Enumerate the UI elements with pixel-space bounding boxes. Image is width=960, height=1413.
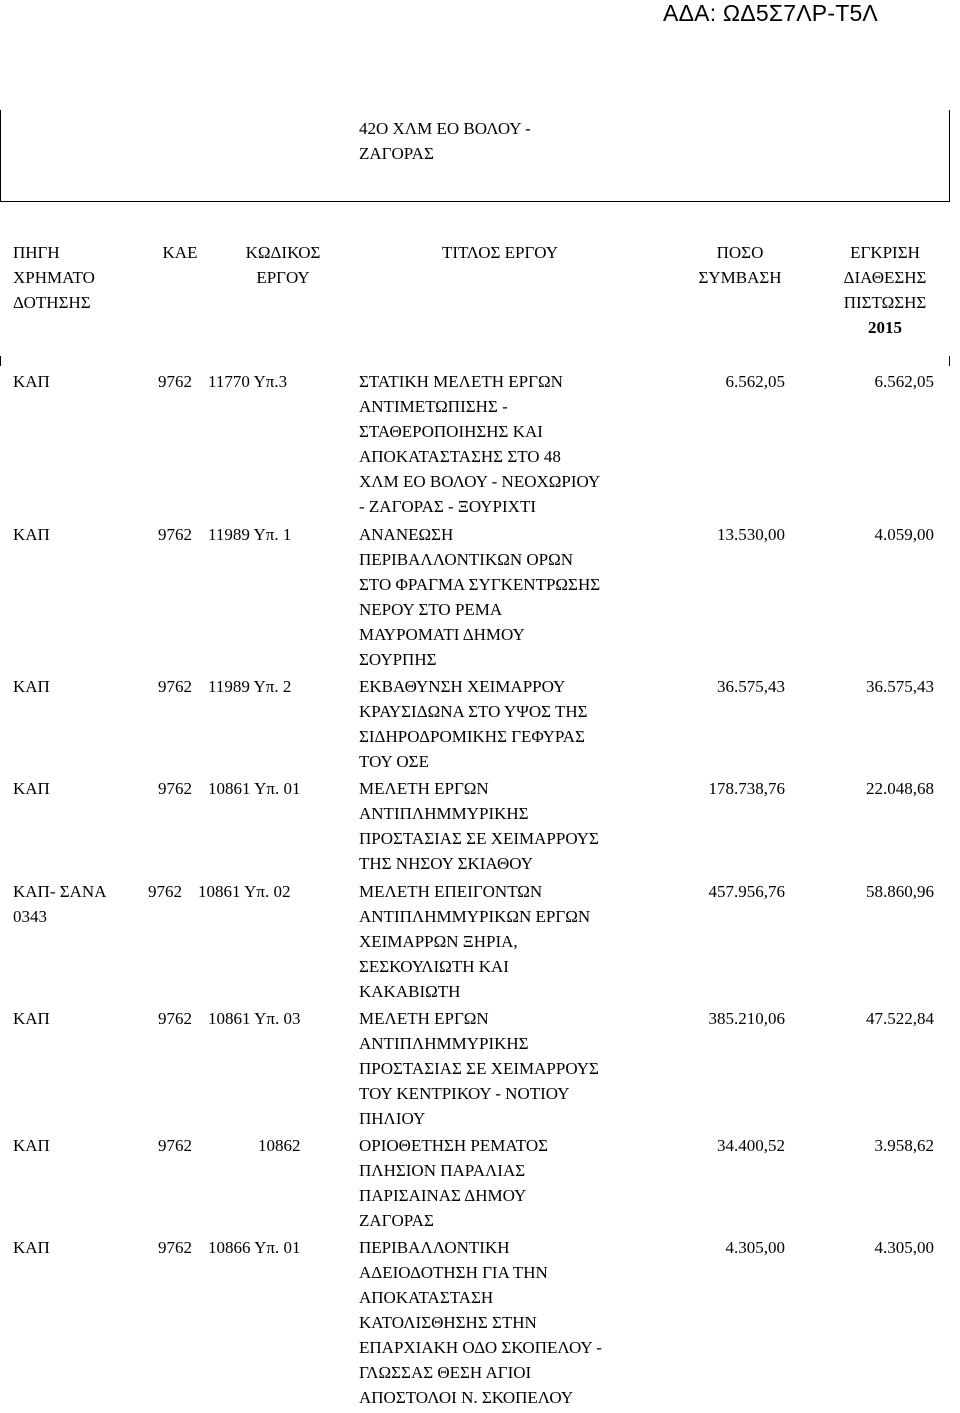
header-kae-line: ΚΑΕ: [162, 243, 198, 262]
header-title-line: ΤΙΤΛΟΣ ΕΡΓΟΥ: [441, 243, 559, 262]
code-cell: 11989 Υπ. 1: [208, 525, 292, 544]
title-line: ΜΕΛΕΤΗ ΕΡΓΩΝ: [359, 779, 489, 798]
title-line: ΑΝΤΙΠΛΗΜΜΥΡΙΚΗΣ: [359, 1034, 529, 1053]
header-source-line: ΧΡΗΜΑΤΟ: [13, 268, 95, 287]
source-line: ΚΑΠ: [13, 372, 50, 391]
table-left-border: [0, 110, 1, 202]
title-line: ΧΛΜ ΕΟ ΒΟΛΟΥ - ΝΕΟΧΩΡΙΟΥ: [359, 472, 601, 491]
title-cell: [359, 1235, 659, 1410]
header-approval-line: ΠΙΣΤΩΣΗΣ: [843, 293, 927, 312]
source-line: ΚΑΠ- ΣΑΝΑ: [13, 882, 107, 901]
header-source-line: ΠΗΓΗ: [13, 243, 60, 262]
title-cell: [359, 369, 659, 519]
code-cell: 10861 Υπ. 03: [208, 1009, 301, 1028]
title-line: ΤΟΥ ΚΕΝΤΡΙΚΟΥ - ΝΟΤΙΟΥ: [359, 1084, 570, 1103]
title-line: ΠΕΡΙΒΑΛΛΟΝΤΙΚΗ: [359, 1238, 510, 1257]
title-line: ΤΗΣ ΝΗΣΟΥ ΣΚΙΑΘΟΥ: [359, 854, 533, 873]
kae-cell: 9762: [158, 677, 192, 696]
header-code-line: ΚΩΔΙΚΟΣ: [245, 243, 321, 262]
header-kae: [150, 240, 210, 265]
title-line: ΜΕΛΕΤΗ ΕΠΕΙΓΟΝΤΩΝ: [359, 882, 543, 901]
title-line: ΠΗΛΙΟΥ: [359, 1109, 426, 1128]
title-line: ΑΔΕΙΟΔΟΤΗΣΗ ΓΙΑ ΤΗΝ: [359, 1263, 548, 1282]
amount-cell: 385.210,06: [708, 1009, 785, 1028]
kae-cell: 9762: [158, 525, 192, 544]
title-line: ΠΕΡΙΒΑΛΛΟΝΤΙΚΩΝ ΟΡΩΝ: [359, 550, 574, 569]
header-amount-line: ΣΥΜΒΑΣΗ: [698, 268, 782, 287]
title-line: ΑΠΟΚΑΤΑΣΤΑΣΗΣ ΣΤΟ 48: [359, 447, 561, 466]
title-line: ΧΕΙΜΑΡΡΩΝ ΞΗΡΙΑ,: [359, 932, 518, 951]
amount-cell: 457.956,76: [708, 882, 785, 901]
title-cell: [359, 1006, 659, 1131]
previous-page-line: ΖΑΓΟΡΑΣ: [359, 144, 434, 163]
title-line: ΑΝΤΙΠΛΗΜΜΥΡΙΚΩΝ ΕΡΓΩΝ: [359, 907, 591, 926]
source-line: ΚΑΠ: [13, 1009, 50, 1028]
approval-cell: 58.860,96: [866, 882, 934, 901]
kae-cell: 9762: [148, 882, 182, 901]
title-line: ΟΡΙΟΘΕΤΗΣΗ ΡΕΜΑΤΟΣ: [359, 1136, 549, 1155]
header-approval-line: 2015: [868, 318, 902, 337]
title-line: ΕΚΒΑΘΥΝΣΗ ΧΕΙΜΑΡΡΟΥ: [359, 677, 566, 696]
approval-cell: 36.575,43: [866, 677, 934, 696]
title-line: ΑΠΟΣΤΟΛΟΙ Ν. ΣΚΟΠΕΛΟΥ: [359, 1388, 574, 1407]
amount-cell: 36.575,43: [717, 677, 785, 696]
title-line: ΣΙΔΗΡΟΔΡΟΜΙΚΗΣ ΓΕΦΥΡΑΣ: [359, 727, 585, 746]
title-line: ΜΕΛΕΤΗ ΕΡΓΩΝ: [359, 1009, 489, 1028]
kae-cell: 9762: [158, 1009, 192, 1028]
amount-cell: 4.305,00: [725, 1238, 785, 1257]
title-line: ΠΡΟΣΤΑΣΙΑΣ ΣΕ ΧΕΙΜΑΡΡΟΥΣ: [359, 829, 599, 848]
kae-cell: 9762: [158, 1136, 192, 1155]
title-cell: [359, 522, 659, 672]
source-line: ΚΑΠ: [13, 1238, 50, 1257]
title-line: ΑΝΤΙΜΕΤΩΠΙΣΗΣ -: [359, 397, 508, 416]
code-cell: 11989 Υπ. 2: [208, 677, 292, 696]
source-cell: [13, 776, 133, 801]
approval-cell: 4.305,00: [874, 1238, 934, 1257]
title-line: ΑΝΑΝΕΩΣΗ: [359, 525, 454, 544]
title-cell: [359, 1133, 659, 1233]
title-line: - ΖΑΓΟΡΑΣ - ΞΟΥΡΙΧΤΙ: [359, 497, 536, 516]
source-cell: [13, 369, 133, 394]
kae-cell: 9762: [158, 1238, 192, 1257]
header-title: [400, 240, 600, 265]
title-line: ΣΤΟ ΦΡΑΓΜΑ ΣΥΓΚΕΝΤΡΩΣΗΣ: [359, 575, 601, 594]
title-cell: [359, 674, 659, 774]
title-line: ΣΕΣΚΟΥΛΙΩΤΗ ΚΑΙ: [359, 957, 509, 976]
approval-cell: 3.958,62: [874, 1136, 934, 1155]
table-bottom-border: [0, 201, 950, 202]
title-cell: [359, 776, 659, 876]
header-amount: [680, 240, 800, 290]
amount-cell: 34.400,52: [717, 1136, 785, 1155]
title-line: ΣΤΑΤΙΚΗ ΜΕΛΕΤΗ ΕΡΓΩΝ: [359, 372, 563, 391]
header-approval-line: ΔΙΑΘΕΣΗΣ: [843, 268, 927, 287]
source-cell: [13, 1006, 133, 1031]
code-cell: 10862: [258, 1136, 301, 1155]
title-line: ΠΑΡΙΣΑΙΝΑΣ ΔΗΜΟΥ: [359, 1186, 527, 1205]
header-source: [13, 240, 143, 315]
title-line: ΝΕΡΟΥ ΣΤΟ ΡΕΜΑ: [359, 600, 503, 619]
code-cell: 10861 Υπ. 02: [198, 882, 291, 901]
source-line: ΚΑΠ: [13, 779, 50, 798]
header-approval-line: ΕΓΚΡΙΣΗ: [850, 243, 920, 262]
previous-page-line: 42Ο ΧΛΜ ΕΟ ΒΟΛΟΥ -: [359, 119, 531, 138]
code-cell: 11770 Υπ.3: [208, 372, 288, 391]
title-line: ΤΟΥ ΟΣΕ: [359, 752, 429, 771]
previous-page-cell: [359, 116, 649, 166]
title-line: ΚΑΚΑΒΙΩΤΗ: [359, 982, 461, 1001]
source-line: ΚΑΠ: [13, 1136, 50, 1155]
table-left-border-lower: [0, 356, 1, 366]
code-cell: 10861 Υπ. 01: [208, 779, 301, 798]
table-right-border-lower: [949, 356, 950, 366]
header-source-line: ΔΟΤΗΣΗΣ: [13, 293, 91, 312]
title-line: ΠΡΟΣΤΑΣΙΑΣ ΣΕ ΧΕΙΜΑΡΡΟΥΣ: [359, 1059, 599, 1078]
approval-cell: 47.522,84: [866, 1009, 934, 1028]
source-cell: [13, 1133, 133, 1158]
table-right-border: [949, 110, 950, 202]
title-line: ΜΑΥΡΟΜΑΤΙ ΔΗΜΟΥ: [359, 625, 525, 644]
header-code: [228, 240, 338, 290]
title-line: ΑΝΤΙΠΛΗΜΜΥΡΙΚΗΣ: [359, 804, 529, 823]
amount-cell: 178.738,76: [708, 779, 785, 798]
header-code-line: ΕΡΓΟΥ: [256, 268, 310, 287]
approval-cell: 4.059,00: [874, 525, 934, 544]
title-line: ΑΠΟΚΑΤΑΣΤΑΣΗ: [359, 1288, 494, 1307]
source-cell: [13, 1235, 133, 1260]
code-cell: 10866 Υπ. 01: [208, 1238, 301, 1257]
title-line: ΚΑΤΟΛΙΣΘΗΣΗΣ ΣΤΗΝ: [359, 1313, 537, 1332]
kae-cell: 9762: [158, 372, 192, 391]
title-line: ΓΛΩΣΣΑΣ ΘΕΣΗ ΑΓΙΟΙ: [359, 1363, 532, 1382]
title-line: ΣΟΥΡΠΗΣ: [359, 650, 437, 669]
title-line: ΖΑΓΟΡΑΣ: [359, 1211, 434, 1230]
source-line: 0343: [13, 907, 47, 926]
amount-cell: 6.562,05: [725, 372, 785, 391]
header-amount-line: ΠΟΣΟ: [716, 243, 764, 262]
source-line: ΚΑΠ: [13, 525, 50, 544]
source-cell: [13, 522, 133, 547]
document-code: ΑΔΑ: ΩΔ5Σ7ΛΡ-Τ5Λ: [663, 0, 878, 26]
header-approval: [820, 240, 950, 340]
title-cell: [359, 879, 659, 1004]
title-line: ΕΠΑΡΧΙΑΚΗ ΟΔΟ ΣΚΟΠΕΛΟΥ -: [359, 1338, 602, 1357]
source-cell: [13, 879, 133, 929]
kae-cell: 9762: [158, 779, 192, 798]
amount-cell: 13.530,00: [717, 525, 785, 544]
approval-cell: 22.048,68: [866, 779, 934, 798]
title-line: ΣΤΑΘΕΡΟΠΟΙΗΣΗΣ ΚΑΙ: [359, 422, 543, 441]
source-cell: [13, 674, 133, 699]
title-line: ΠΛΗΣΙΟΝ ΠΑΡΑΛΙΑΣ: [359, 1161, 526, 1180]
approval-cell: 6.562,05: [874, 372, 934, 391]
title-line: ΚΡΑΥΣΙΔΩΝΑ ΣΤΟ ΥΨΟΣ ΤΗΣ: [359, 702, 588, 721]
source-line: ΚΑΠ: [13, 677, 50, 696]
